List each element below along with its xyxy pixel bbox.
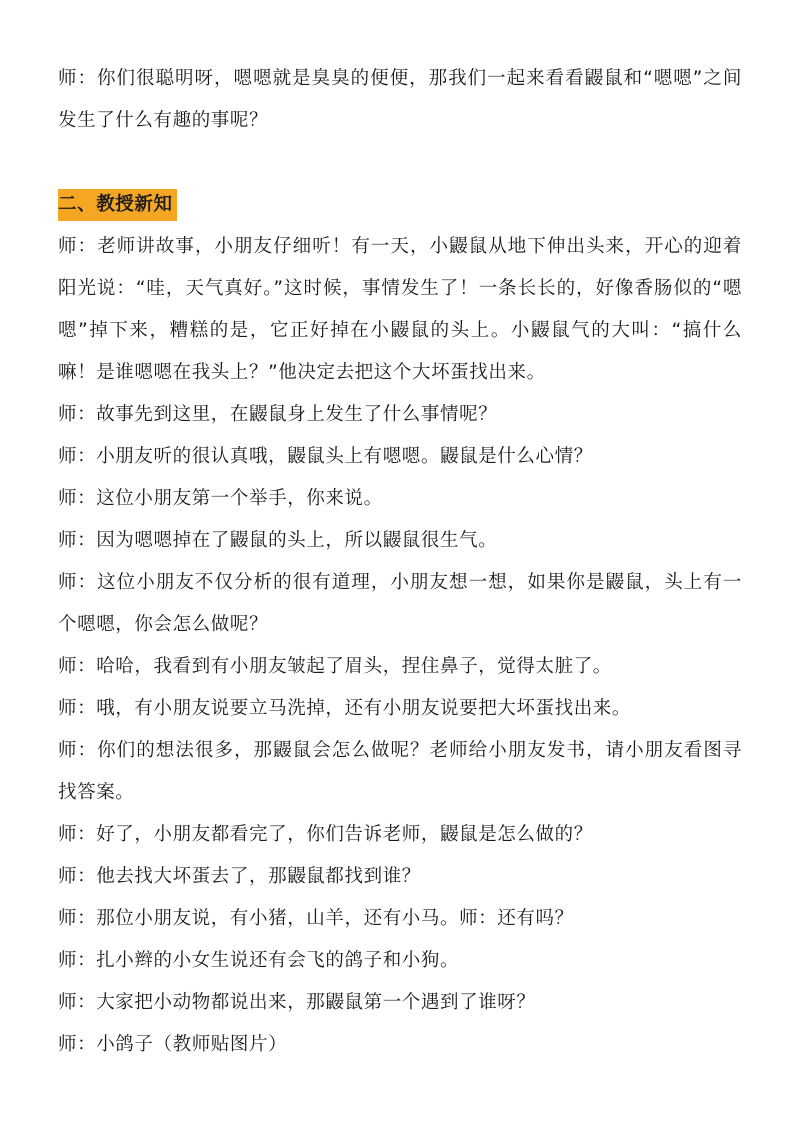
- paragraph: 师：好了，小朋友都看完了，你们告诉老师，鼹鼠是怎么做的？: [58, 824, 593, 845]
- paragraph: 师：哦，有小朋友说要立马洗掉，还有小朋友说要把大坏蛋找出来。: [58, 698, 632, 719]
- paragraph: 师：故事先到这里，在鼹鼠身上发生了什么事情呢？: [58, 404, 498, 425]
- paragraph: 师：哈哈，我看到有小朋友皱起了眉头，捏住鼻子，觉得太脏了。: [58, 656, 612, 677]
- paragraph: 师：这位小朋友不仅分析的很有道理，小朋友想一想，如果你是鼹鼠，头上有一个嗯嗯，你会怎么做呢？: [58, 572, 742, 635]
- paragraph: 师：扎小辫的小女生说还有会飞的鸽子和小狗。: [58, 950, 460, 971]
- section-heading: 二、教授新知: [58, 189, 177, 221]
- paragraph: 师：这位小朋友第一个举手，你来说。: [58, 488, 383, 509]
- paragraph: 师：大家把小动物都说出来，那鼹鼠第一个遇到了谁呀？: [58, 992, 536, 1013]
- paragraph-story: 师：老师讲故事，小朋友仔细听！有一天，小鼹鼠从地下伸出头来，开心的迎着阳光说：“哇，天气真好。”这时候，事情发生了！一条长长的，好像香肠似的“嗯嗯”掉下来，糟糕的是，它正好掉在小鼹鼠的头上。小鼹鼠气的大叫：“搞什么嘛！是谁嗯嗯在我头上？”他决定去把这个大坏蛋找出来。: [58, 236, 742, 383]
- paragraph-intro: 师：你们很聪明呀，嗯嗯就是臭臭的便便，那我们一起来看看鼹鼠和“嗯嗯”之间发生了什么有趣的事呢？: [58, 68, 742, 131]
- paragraph: 师：他去找大坏蛋去了，那鼹鼠都找到谁？: [58, 866, 421, 887]
- paragraph: 师：小鸽子（教师贴图片）: [58, 1034, 288, 1055]
- paragraph: 师：因为嗯嗯掉在了鼹鼠的头上，所以鼹鼠很生气。: [58, 530, 498, 551]
- paragraph: 师：小朋友听的很认真哦，鼹鼠头上有嗯嗯。鼹鼠是什么心情？: [58, 446, 593, 467]
- paragraph: 师：你们的想法很多，那鼹鼠会怎么做呢？老师给小朋友发书，请小朋友看图寻找答案。: [58, 740, 742, 803]
- paragraph: 师：那位小朋友说，有小猪，山羊，还有小马。师：还有吗？: [58, 908, 574, 929]
